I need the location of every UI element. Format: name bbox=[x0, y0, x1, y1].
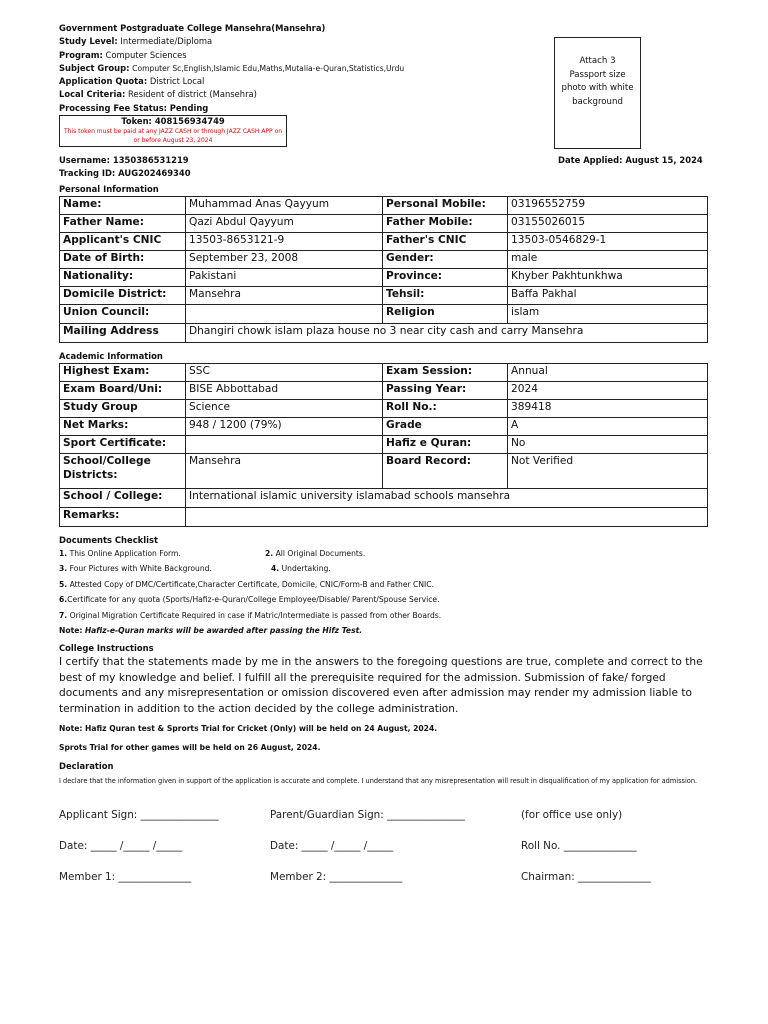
field-label: School / College: bbox=[60, 489, 186, 508]
date-field-2: Date: _____ /_____ /_____ bbox=[270, 840, 394, 852]
instructions-text: I certify that the statements made by me in the answers to the foregoing questions are true, complete and correct to the best of my knowledge and belief. I fulfill all the prerequisite required for the admission. Submission of fake/ forged documents and any misrepresentation or omission discovered even after admission may render my admission liable to termination in addition to the action decided by the college administration. bbox=[59, 656, 703, 715]
trial-note-1: Note: Hafiz Quran test & Sprorts Trial for Cricket (Only) will be held on 24 August, 2024. bbox=[59, 724, 438, 733]
field-value: islam bbox=[508, 305, 708, 324]
field-value bbox=[186, 305, 383, 324]
field-value: 948 / 1200 (79%) bbox=[186, 418, 383, 436]
field-label: Applicant's CNIC bbox=[60, 233, 186, 251]
field-value bbox=[186, 508, 708, 527]
field-label: Father Name: bbox=[60, 215, 186, 233]
field-value: Annual bbox=[508, 364, 708, 382]
application-header bbox=[59, 22, 539, 115]
field-value: International islamic university islamabad schools mansehra bbox=[186, 489, 708, 508]
field-value: Science bbox=[186, 400, 383, 418]
academic-info-heading: Academic Information bbox=[59, 351, 163, 361]
fee-status: Processing Fee Status: Pending bbox=[59, 102, 209, 113]
field-value: Baffa Pakhal bbox=[508, 287, 708, 305]
table-row bbox=[60, 364, 708, 382]
hafiz-note: Note: Hafiz-e-Quran marks will be awarded after passing the Hifz Test. bbox=[59, 626, 363, 635]
personal-info-heading: Personal Information bbox=[59, 184, 159, 194]
field-value: Qazi Abdul Qayyum bbox=[186, 215, 383, 233]
field-label: Passing Year: bbox=[383, 382, 508, 400]
table-row bbox=[60, 489, 708, 508]
office-use-label: (for office use only) bbox=[521, 809, 623, 821]
field-value: Muhammad Anas Qayyum bbox=[186, 197, 383, 215]
field-label: Mailing Address bbox=[60, 324, 186, 343]
field-label: Study Group bbox=[60, 400, 186, 418]
field-label: Province: bbox=[383, 269, 508, 287]
personal-info-table bbox=[59, 196, 708, 343]
table-row bbox=[60, 287, 708, 305]
field-value: 13503-8653121-9 bbox=[186, 233, 383, 251]
field-value: Mansehra bbox=[186, 454, 383, 489]
username: Username: 1350386531219 bbox=[59, 155, 189, 165]
field-label: School/College Districts: bbox=[60, 454, 186, 489]
field-label: Tehsil: bbox=[383, 287, 508, 305]
field-label: Net Marks: bbox=[60, 418, 186, 436]
date-applied: Date Applied: August 15, 2024 bbox=[558, 155, 703, 165]
field-value: 03155026015 bbox=[508, 215, 708, 233]
parent-sign: Parent/Guardian Sign: _______________ bbox=[270, 809, 465, 821]
field-label: Name: bbox=[60, 197, 186, 215]
chairman-sign: Chairman: ______________ bbox=[521, 871, 651, 883]
field-label: Father's CNIC bbox=[383, 233, 508, 251]
token-number: Token: 408156934749 bbox=[121, 116, 225, 126]
checklist-item: 1. This Online Application Form. bbox=[59, 549, 181, 558]
study-level: Study Level: Intermediate/Diploma bbox=[59, 36, 213, 47]
table-row bbox=[60, 436, 708, 454]
field-value: Mansehra bbox=[186, 287, 383, 305]
field-value: SSC bbox=[186, 364, 383, 382]
checklist-item: 4. Undertaking. bbox=[271, 564, 331, 573]
field-value: 389418 bbox=[508, 400, 708, 418]
table-row bbox=[60, 269, 708, 287]
tracking-id: Tracking ID: AUG202469340 bbox=[59, 168, 191, 178]
table-row bbox=[60, 305, 708, 324]
checklist-item: 5. Attested Copy of DMC/Certificate,Character Certificate, Domicile, CNIC/Form-B and Father CNIC. bbox=[59, 580, 434, 589]
field-label: Nationality: bbox=[60, 269, 186, 287]
field-value: Khyber Pakhtunkhwa bbox=[508, 269, 708, 287]
checklist-item: 2. All Original Documents. bbox=[265, 549, 366, 558]
checklist-heading: Documents Checklist bbox=[59, 535, 158, 545]
field-value: male bbox=[508, 251, 708, 269]
field-value bbox=[186, 436, 383, 454]
trial-note-2: Sprots Trial for other games will be held on 26 August, 2024. bbox=[59, 743, 321, 752]
applicant-sign: Applicant Sign: _______________ bbox=[59, 809, 219, 821]
table-row bbox=[60, 382, 708, 400]
field-label: Gender: bbox=[383, 251, 508, 269]
table-row bbox=[60, 508, 708, 527]
subject-group: Subject Group: Computer Sc,English,Islamic Edu,Maths,Mutalia-e-Quran,Statistics,Urdu bbox=[59, 62, 405, 73]
field-label: Union Council: bbox=[60, 305, 186, 324]
field-value: 03196552759 bbox=[508, 197, 708, 215]
field-label: Board Record: bbox=[383, 454, 508, 489]
checklist-item: 3. Four Pictures with White Background. bbox=[59, 564, 212, 573]
checklist-item: 7. Original Migration Certificate Required in case if Matric/Intermediate is passed from other Boards. bbox=[59, 611, 442, 620]
field-value: September 23, 2008 bbox=[186, 251, 383, 269]
instructions-heading: College Instructions bbox=[59, 643, 154, 653]
table-row bbox=[60, 215, 708, 233]
table-row bbox=[60, 233, 708, 251]
field-label: Personal Mobile: bbox=[383, 197, 508, 215]
photo-placeholder: Attach 3 Passport size photo with white background bbox=[554, 37, 641, 149]
application-quota: Application Quota: District Local bbox=[59, 76, 205, 87]
table-row bbox=[60, 324, 708, 343]
field-value: 2024 bbox=[508, 382, 708, 400]
field-label: Religion bbox=[383, 305, 508, 324]
field-label: Hafiz e Quran: bbox=[383, 436, 508, 454]
field-label: Father Mobile: bbox=[383, 215, 508, 233]
program: Program: Computer Sciences bbox=[59, 49, 187, 60]
token-box bbox=[59, 115, 287, 147]
field-label: Sport Certificate: bbox=[60, 436, 186, 454]
field-label: Exam Session: bbox=[383, 364, 508, 382]
field-label: Highest Exam: bbox=[60, 364, 186, 382]
field-label: Remarks: bbox=[60, 508, 186, 527]
table-row bbox=[60, 418, 708, 436]
declaration-heading: Declaration bbox=[59, 761, 114, 771]
field-label: Exam Board/Uni: bbox=[60, 382, 186, 400]
college-name: Government Postgraduate College Mansehra(Mansehra) bbox=[59, 23, 326, 33]
roll-no-field: Roll No. ______________ bbox=[521, 840, 637, 852]
field-value: No bbox=[508, 436, 708, 454]
date-field-1: Date: _____ /_____ /_____ bbox=[59, 840, 183, 852]
field-label: Roll No.: bbox=[383, 400, 508, 418]
field-value: A bbox=[508, 418, 708, 436]
field-label: Domicile District: bbox=[60, 287, 186, 305]
declaration-text: I declare that the information given in support of the application is accurate and complete. I understand that any misrepresentation will result in disqualification of my application for admission. bbox=[59, 777, 698, 785]
member-1-sign: Member 1: ______________ bbox=[59, 871, 192, 883]
academic-info-table bbox=[59, 363, 708, 527]
field-label: Date of Birth: bbox=[60, 251, 186, 269]
field-value: Dhangiri chowk islam plaza house no 3 near city cash and carry Mansehra bbox=[186, 324, 708, 343]
table-row bbox=[60, 251, 708, 269]
local-criteria: Local Criteria: Resident of district (Mansehra) bbox=[59, 89, 257, 100]
member-2-sign: Member 2: ______________ bbox=[270, 871, 403, 883]
field-value: BISE Abbottabad bbox=[186, 382, 383, 400]
table-row bbox=[60, 400, 708, 418]
table-row bbox=[60, 197, 708, 215]
field-value: Not Verified bbox=[508, 454, 708, 489]
token-payment-note: This token must be paid at any JAZZ CASH or through JAZZ CASH APP on or before August 23, 2024 bbox=[63, 128, 283, 144]
table-row bbox=[60, 454, 708, 489]
field-label: Grade bbox=[383, 418, 508, 436]
checklist-item: 6.Certificate for any quota (Sports/Hafiz-e-Quran/College Employee/Disable/ Parent/Spouse Service. bbox=[59, 595, 440, 604]
field-value: 13503-0546829-1 bbox=[508, 233, 708, 251]
field-value: Pakistani bbox=[186, 269, 383, 287]
